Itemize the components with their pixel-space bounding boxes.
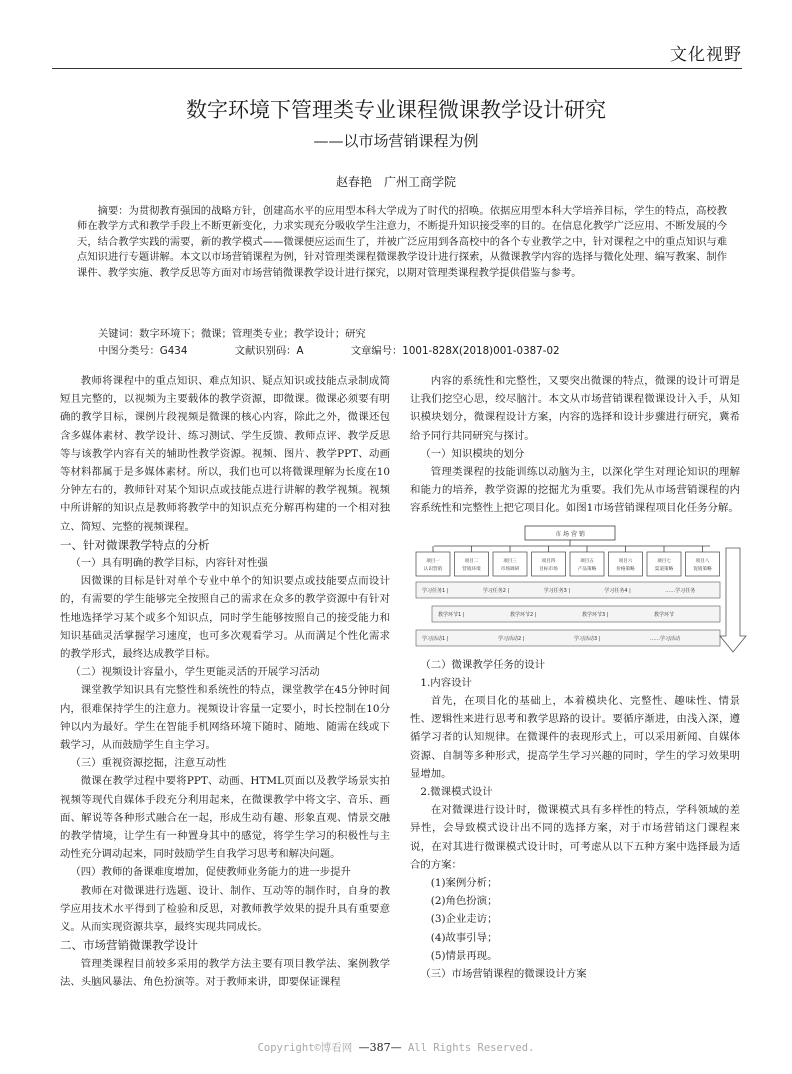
project-module-label: 项目二 bbox=[464, 558, 479, 564]
diagram-row-item: 教学环节2 | bbox=[510, 611, 537, 618]
project-module-label: 项目五 bbox=[580, 558, 594, 564]
abstract-text: 摘要：为贯彻教育强国的战略方针，创建高水平的应用型本科大学成为了时代的招唤。依据应用型本科大学培养目标，学生的特点，高校教师在教学方式和教学手段上不断更新变化，力求实现充分吸收学生注意力，不断提升知识接受率的目的。在信息化教学广泛应用、不断发展的今天，结合教学实践的需要，新的教学模式——微课便应运而生了，并被广泛应用到各高校中的各个专业教学之中，针对课程之中的重点知识与难点知识进行专题讲解。本文以市场营销课程为例，针对管理类课程微课教学设计进行探索，从微课教学内容的选择与微化处理、编写教案、制作课件、教学实施、教学反思等方面对市场营销微课教学设计进行探究，以期对管理类课程教学提供借鉴与参考。 bbox=[77, 205, 727, 279]
diagram-row-item: 学习活动3 | bbox=[574, 635, 601, 642]
diagram-row-item: 教学环节 bbox=[654, 611, 675, 618]
right-column bbox=[410, 372, 740, 983]
paragraph: 微课在教学过程中要将PPT、动画、HTML页面以及教学场景实拍视频等现代自媒体手段充分利用起来，在微课教学中将文字、音乐、画面、解说等各种形式融合在一起，形成生动有趣、形象直观、情景交融的教学情境，让学生有一种置身其中的感觉，将学生学习的积极性与主动性充分调动起来，同时鼓励学生自我学习思考和解决问题。 bbox=[60, 775, 390, 861]
copyright-left: Copyright©博看网 bbox=[257, 1042, 359, 1054]
project-module-label: 认识营销 bbox=[423, 566, 443, 572]
left-column bbox=[60, 372, 390, 991]
diagram-row-item: 学习活动2 | bbox=[498, 635, 525, 642]
subsection-heading: （三）重视资源挖掘，注意互动性 bbox=[70, 757, 227, 770]
project-module-label: 渠道策略 bbox=[654, 566, 674, 572]
diagram-row-item: 学习任务4 | bbox=[604, 587, 631, 594]
list-item: (3)企业走访； bbox=[430, 913, 498, 926]
diagram-row-item: 学习任务1 | bbox=[422, 587, 449, 594]
subsection-heading: （四）教师的备课难度增加，促使教师业务能力的进一步提升 bbox=[70, 866, 351, 879]
diagram-row-item: 学习任务2 | bbox=[482, 587, 510, 594]
diagram-top-label: 市 场 营 销 bbox=[555, 530, 585, 538]
header-rule bbox=[52, 68, 742, 69]
project-module-label: 价格策略 bbox=[616, 566, 635, 572]
diagram-row-item: 学习活动1 | bbox=[422, 635, 449, 642]
subsection-heading: （三）市场营销课程的微课设计方案 bbox=[420, 968, 587, 981]
classification-line bbox=[98, 342, 604, 357]
section-heading: 二、市场营销微课教学设计 bbox=[60, 938, 198, 953]
article-title: 数字环境下管理类专业课程微课教学设计研究 bbox=[186, 98, 606, 122]
project-module-box bbox=[493, 552, 527, 576]
project-module-box bbox=[455, 552, 489, 576]
project-module-label: 项目四 bbox=[541, 558, 556, 564]
project-module-label: 营销环境 bbox=[462, 566, 481, 572]
project-module-box bbox=[647, 552, 681, 576]
diagram-row-item: 教学环节1 | bbox=[438, 611, 465, 618]
diagram-row-item: ……学习活动 bbox=[650, 635, 681, 642]
paragraph: 因微课的目标是针对单个专业中单个的知识要点或技能要点而设计的，有需要的学生能够完全按照自己的需求在众多的教学资源中有针对性地选择学习某个或多个知识点，同时学生能够按照自己的接受能力和知识基础灵活掌握学习速度，也可多次观看学习。从而满足个性化需求的教学形式，最终达成教学目标。 bbox=[60, 575, 390, 661]
subsection-heading: （一）具有明确的教学目标，内容针对性强 bbox=[70, 557, 268, 570]
paragraph: 首先，在项目化的基础上，本着模块化、完整性、趣味性、情景性、逻辑性来进行思考和教学思路的设计。要循序渐进，由浅入深，遵循学习者的认知规律。在微课件的表现形式上，可以采用新闻、自媒体资源、自制等多种形式，提高学生学习兴趣的同时，学生的学习效果明显增加。 bbox=[410, 695, 740, 780]
author-affiliation: 赵春艳 广州工商学院 bbox=[335, 175, 456, 189]
figure-1-diagram bbox=[410, 524, 750, 654]
project-module-label: 项目三 bbox=[503, 558, 517, 564]
copyright-right: All Rights Reserved. bbox=[401, 1042, 535, 1054]
project-module-label: 市场调研 bbox=[500, 566, 520, 572]
paragraph: 在对微课进行设计时，微课模式具有多样性的特点，学科领域的差异性，会导致模式设计出不同的选择方案，对于市场营销这门课程来说，在对其进行微课模式设计时，可考虑从以下五种方案中选择最为适合的方案： bbox=[410, 804, 740, 871]
subsection-heading: （二）视频设计容量小，学生更能灵活的开展学习活动 bbox=[70, 666, 320, 679]
journal-section-label: 文化视野 bbox=[670, 45, 742, 65]
paragraph: 课堂教学知识具有完整性和系统性的特点，课堂教学在45分钟时间内，很难保持学生的注意力。视频设计容量一定要小，时长控制在10分钟以内为最好。学生在智能手机网络环境下随时、随地、随需在线或下载学习，从而鼓励学生自主学习。 bbox=[60, 684, 390, 752]
paragraph: 管理类课程的技能训练以动脑为主，以深化学生对理论知识的理解和能力的培养，教学资源的挖掘尤为重要。我们先从市场营销课程的内容系统性和完整性上把它项目化。如图1市场营销课程项目化任务分解。 bbox=[410, 466, 740, 515]
paragraph: 管理类课程目前较多采用的教学方法主要有项目教学法、案例教学法、头脑风暴法、角色扮演等。对于教师来讲，即要保证课程 bbox=[60, 957, 390, 988]
list-item: (2)角色扮演； bbox=[430, 895, 498, 908]
paragraph: 教师在对微课进行选题、设计、制作、互动等的制作时，自身的教学应用技术水平得到了检验和反思，对教师教学效果的提升具有重要意义。从而实现资源共享，最终实现共同成长。 bbox=[60, 884, 390, 934]
abstract bbox=[77, 204, 727, 281]
project-module-box bbox=[570, 552, 604, 576]
teaching-step-row bbox=[432, 606, 720, 622]
subsubsection-heading: 1.内容设计 bbox=[420, 676, 472, 689]
document-code: 文献识别码：A bbox=[234, 345, 304, 357]
figure-1-task-decomposition bbox=[410, 524, 750, 654]
subsubsection-heading: 2.微课模式设计 bbox=[420, 786, 493, 799]
project-module-label: 项目七 bbox=[657, 558, 671, 564]
subsection-heading: （一）知识模块的划分 bbox=[420, 447, 525, 460]
project-module-label: 项目六 bbox=[618, 558, 633, 564]
project-module-label: 项目一 bbox=[426, 558, 440, 564]
subsection-heading: （二）微课教学任务的设计 bbox=[420, 658, 546, 671]
list-item: (5)情景再现。 bbox=[430, 949, 498, 962]
keywords: 关键词：数字环境下；微课；管理类专业；教学设计；研究 bbox=[98, 328, 366, 340]
diagram-row-item: 学习任务3 | bbox=[543, 587, 571, 594]
clc-number: 中图分类号：G434 bbox=[98, 345, 188, 357]
article-subtitle: ——以市场营销课程为例 bbox=[313, 132, 479, 150]
paragraph: 教师将课程中的重点知识、难点知识、疑点知识或技能点录制成简短且完整的，以视频为主要载体的教学资源，即微课。微课必须要有明确的教学目标，课例片段视频是微课的核心内容，除此之外，微课还包含多媒体素材、教学设计、练习测试、学生反馈、教师点评、教学反思等与该教学内容有关的辅助性教学资源。视频、图片、教学PPT、动画等材料都属于是多媒体素材。所以，我们也可以将微课理解为长度在10分钟左右的，教师针对某个知识点或技能点进行讲解的教学视频。视频中所讲解的知识点是教师将教学中的知识点充分解再构建的一个相对独立、简短、完整的视频课程。 bbox=[60, 375, 390, 533]
project-module-box bbox=[416, 552, 450, 576]
paragraph: 内容的系统性和完整性，又要突出微课的特点，微课的设计可谓是让我们挖空心思，绞尽脑汁。本文从市场营销课程微课设计入手，从知识模块划分，微课程设计方案，内容的选择和设计步骤进行研究，冀希给予同行共同研究与探讨。 bbox=[410, 375, 740, 442]
project-module-box bbox=[609, 552, 643, 576]
progression-arrow bbox=[720, 548, 746, 652]
project-module-label: 促销策略 bbox=[693, 566, 712, 572]
page-footer bbox=[0, 1040, 792, 1055]
section-heading: 一、针对微课教学特点的分析 bbox=[60, 537, 210, 552]
article-number: 文章编号：1001-828X(2018)001-0387-02 bbox=[350, 345, 560, 357]
diagram-row-item: ……学习任务 bbox=[665, 587, 696, 594]
project-module-box bbox=[686, 552, 720, 576]
list-item: (4)故事引导； bbox=[430, 931, 498, 944]
page-number: —387— bbox=[358, 1041, 402, 1054]
project-module-box bbox=[532, 552, 566, 576]
project-module-label: 目标市场 bbox=[539, 566, 558, 572]
diagram-row-item: 教学环节3 | bbox=[582, 611, 609, 618]
project-module-label: 产品策略 bbox=[577, 566, 597, 572]
list-item: (1)案例分析； bbox=[430, 877, 498, 890]
project-module-label: 项目八 bbox=[695, 558, 710, 564]
